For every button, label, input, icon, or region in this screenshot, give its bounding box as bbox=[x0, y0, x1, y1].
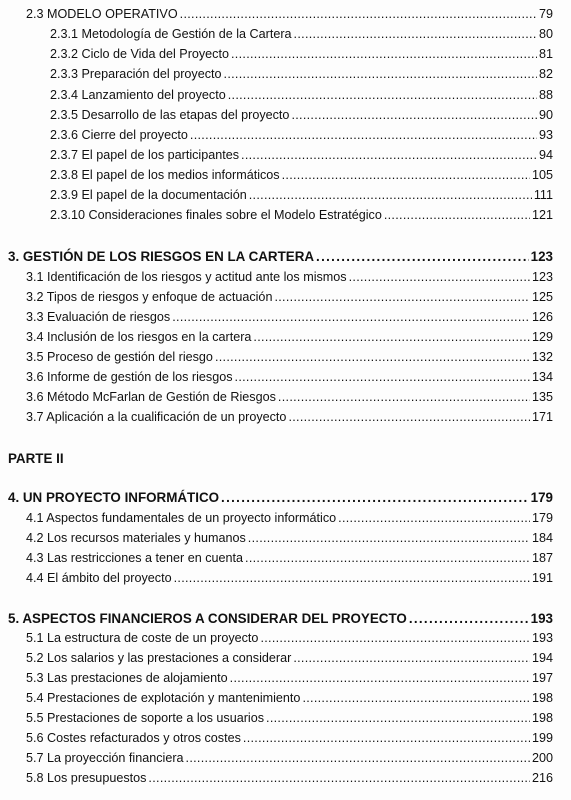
leader-dots bbox=[228, 88, 537, 102]
leader-dots bbox=[338, 511, 530, 525]
leader-dots bbox=[190, 128, 537, 142]
toc-entry-label: 4.2 Los recursos materiales y humanos bbox=[26, 531, 246, 545]
toc-entry-label: 5.4 Prestaciones de explotación y mantenimiento bbox=[26, 691, 301, 705]
toc-entry[interactable] bbox=[26, 571, 553, 585]
leader-dots bbox=[253, 330, 530, 344]
toc-entry[interactable] bbox=[26, 731, 553, 745]
toc-page-number: 198 bbox=[531, 711, 553, 725]
toc-entry-label: 4.3 Las restricciones a tener en cuenta bbox=[26, 551, 244, 565]
toc-chapter-4[interactable] bbox=[8, 490, 553, 505]
toc-entry[interactable] bbox=[26, 691, 553, 705]
leader-dots bbox=[302, 691, 530, 705]
toc-entry-label: 2.3.9 El papel de la documentación bbox=[50, 188, 247, 202]
toc-entry[interactable] bbox=[26, 330, 553, 344]
toc-page-number: 88 bbox=[538, 88, 553, 102]
leader-dots bbox=[409, 611, 529, 626]
toc-page-number: 105 bbox=[531, 168, 553, 182]
leader-dots bbox=[148, 771, 530, 785]
toc-entry[interactable] bbox=[26, 671, 553, 685]
leader-dots bbox=[230, 671, 530, 685]
toc-page-number: 191 bbox=[531, 571, 553, 585]
toc-entry-label: 2.3.8 El papel de los medios informáticos bbox=[50, 168, 280, 182]
toc-page-number: 134 bbox=[531, 370, 553, 384]
toc-page-number: 193 bbox=[531, 631, 553, 645]
toc-page-number: 200 bbox=[531, 751, 553, 765]
toc-entry-label: 3.5 Proceso de gestión del riesgo bbox=[26, 350, 213, 364]
toc-page-number: 123 bbox=[531, 270, 553, 284]
toc-entry-label: 3.7 Aplicación a la cualificación de un proyecto bbox=[26, 410, 287, 424]
toc-entry[interactable] bbox=[26, 350, 553, 364]
toc-page-number: 81 bbox=[538, 47, 553, 61]
toc-entry[interactable] bbox=[50, 168, 553, 182]
toc-entry[interactable] bbox=[26, 270, 553, 284]
toc-entry[interactable] bbox=[26, 651, 553, 665]
toc-entry-label: 5.2 Los salarios y las prestaciones a considerar bbox=[26, 651, 292, 665]
toc-entry-label: 4.1 Aspectos fundamentales de un proyecto informático bbox=[26, 511, 337, 525]
toc-entry-label: 3.4 Inclusión de los riesgos en la cartera bbox=[26, 330, 252, 344]
leader-dots bbox=[349, 270, 530, 284]
leader-dots bbox=[186, 751, 530, 765]
toc-entry-label: 2.3.4 Lanzamiento del proyecto bbox=[50, 88, 226, 102]
leader-dots bbox=[294, 27, 537, 41]
leader-dots bbox=[316, 249, 529, 264]
toc-entry-label: 3.6 Método McFarlan de Gestión de Riesgos bbox=[26, 390, 276, 404]
toc-page-number: 197 bbox=[531, 671, 553, 685]
toc-entry-label: 2.3.5 Desarrollo de las etapas del proyecto bbox=[50, 108, 290, 122]
toc-entry-label: 2.3.10 Consideraciones finales sobre el Modelo Estratégico bbox=[50, 208, 382, 222]
toc-page-number: 82 bbox=[538, 67, 553, 81]
toc-entry[interactable] bbox=[26, 290, 553, 304]
leader-dots bbox=[384, 208, 530, 222]
leader-dots bbox=[260, 631, 530, 645]
leader-dots bbox=[248, 531, 530, 545]
toc-page-number: 179 bbox=[531, 511, 553, 525]
toc-page-number: 132 bbox=[531, 350, 553, 364]
toc-entry-2-3[interactable] bbox=[26, 7, 553, 21]
leader-dots bbox=[282, 168, 530, 182]
toc-entry[interactable] bbox=[50, 188, 553, 202]
toc-entry-label: 2.3.2 Ciclo de Vida del Proyecto bbox=[50, 47, 229, 61]
toc-entry[interactable] bbox=[50, 148, 553, 162]
toc-entry[interactable] bbox=[50, 128, 553, 142]
toc-page-number: 125 bbox=[531, 290, 553, 304]
part-heading: PARTE II bbox=[8, 451, 64, 466]
toc-entry-label: 5.3 Las prestaciones de alojamiento bbox=[26, 671, 228, 685]
toc-entry[interactable] bbox=[26, 310, 553, 324]
leader-dots bbox=[274, 290, 530, 304]
leader-dots bbox=[288, 410, 530, 424]
leader-dots bbox=[245, 551, 530, 565]
toc-entry[interactable] bbox=[26, 631, 553, 645]
chapter-title: 3. GESTIÓN DE LOS RIESGOS EN LA CARTERA bbox=[8, 249, 315, 264]
toc-page-number: 111 bbox=[533, 188, 553, 202]
toc-entry[interactable] bbox=[26, 751, 553, 765]
toc-entry[interactable] bbox=[50, 208, 553, 222]
leader-dots bbox=[291, 108, 537, 122]
toc-entry-label: 5.8 Los presupuestos bbox=[26, 771, 147, 785]
toc-entry[interactable] bbox=[26, 511, 553, 525]
toc-entry-label: 2.3.6 Cierre del proyecto bbox=[50, 128, 188, 142]
toc-entry-label: 4.4 El ámbito del proyecto bbox=[26, 571, 172, 585]
toc-entry[interactable] bbox=[50, 67, 553, 81]
toc-entry[interactable] bbox=[26, 370, 553, 384]
toc-page-number: 80 bbox=[538, 27, 553, 41]
leader-dots bbox=[241, 148, 537, 162]
leader-dots bbox=[231, 47, 537, 61]
toc-page-number: 121 bbox=[531, 208, 553, 222]
chapter-title: 4. UN PROYECTO INFORMÁTICO bbox=[8, 490, 220, 505]
toc-entry-label: 3.6 Informe de gestión de los riesgos bbox=[26, 370, 233, 384]
leader-dots bbox=[221, 490, 529, 505]
toc-page-number: 193 bbox=[530, 611, 553, 626]
leader-dots bbox=[180, 7, 537, 21]
toc-page-number: 216 bbox=[531, 771, 553, 785]
toc-entry-label: 5.5 Prestaciones de soporte a los usuarios bbox=[26, 711, 265, 725]
toc-entry[interactable] bbox=[50, 27, 553, 41]
toc-entry-label: 3.3 Evaluación de riesgos bbox=[26, 310, 171, 324]
chapter-title: 5. ASPECTOS FINANCIEROS A CONSIDERAR DEL PROYECTO bbox=[8, 611, 407, 626]
toc-entry[interactable] bbox=[26, 551, 553, 565]
leader-dots bbox=[293, 651, 530, 665]
toc-entry[interactable] bbox=[50, 108, 553, 122]
toc-chapter-5[interactable] bbox=[8, 611, 553, 626]
toc-page-number: 171 bbox=[531, 410, 553, 424]
toc-entry[interactable] bbox=[50, 47, 553, 61]
leader-dots bbox=[249, 188, 532, 202]
toc-entry-label: 5.1 La estructura de coste de un proyecto bbox=[26, 631, 259, 645]
toc-page-number: 126 bbox=[531, 310, 553, 324]
toc-entry-label: 5.6 Costes refacturados y otros costes bbox=[26, 731, 241, 745]
toc-page-number: 184 bbox=[531, 531, 553, 545]
toc-page-number: 135 bbox=[531, 390, 553, 404]
leader-dots bbox=[278, 390, 530, 404]
toc-page-number: 93 bbox=[538, 128, 553, 142]
toc-page-number: 198 bbox=[531, 691, 553, 705]
toc-page-number: 179 bbox=[530, 490, 553, 505]
leader-dots bbox=[243, 731, 530, 745]
toc-entry[interactable] bbox=[50, 88, 553, 102]
toc-page-number: 79 bbox=[538, 7, 553, 21]
toc-entry-label: 5.7 La proyección financiera bbox=[26, 751, 184, 765]
toc-page-number: 123 bbox=[530, 249, 553, 264]
toc-entry[interactable] bbox=[26, 531, 553, 545]
leader-dots bbox=[215, 350, 530, 364]
toc-entry-label: 2.3.1 Metodología de Gestión de la Cartera bbox=[50, 27, 292, 41]
toc-entry-label: 3.2 Tipos de riesgos y enfoque de actuación bbox=[26, 290, 273, 304]
toc-entry[interactable] bbox=[26, 771, 553, 785]
toc-entry[interactable] bbox=[26, 390, 553, 404]
toc-chapter-3[interactable] bbox=[8, 249, 553, 264]
leader-dots bbox=[224, 67, 537, 81]
toc-page-number: 199 bbox=[531, 731, 553, 745]
leader-dots bbox=[266, 711, 530, 725]
toc-entry[interactable] bbox=[26, 711, 553, 725]
toc-page-number: 129 bbox=[531, 330, 553, 344]
leader-dots bbox=[172, 310, 530, 324]
toc-page-number: 194 bbox=[531, 651, 553, 665]
toc-entry-label: 2.3.3 Preparación del proyecto bbox=[50, 67, 222, 81]
toc-entry[interactable] bbox=[26, 410, 553, 424]
toc-page-number: 90 bbox=[538, 108, 553, 122]
toc-entry-label: 3.1 Identificación de los riesgos y actitud ante los mismos bbox=[26, 270, 347, 284]
toc-page-number: 187 bbox=[531, 551, 553, 565]
toc-page-number: 94 bbox=[538, 148, 553, 162]
toc-entry-label: 2.3.7 El papel de los participantes bbox=[50, 148, 240, 162]
toc-entry-label: 2.3 MODELO OPERATIVO bbox=[26, 7, 178, 21]
leader-dots bbox=[235, 370, 530, 384]
leader-dots bbox=[174, 571, 530, 585]
